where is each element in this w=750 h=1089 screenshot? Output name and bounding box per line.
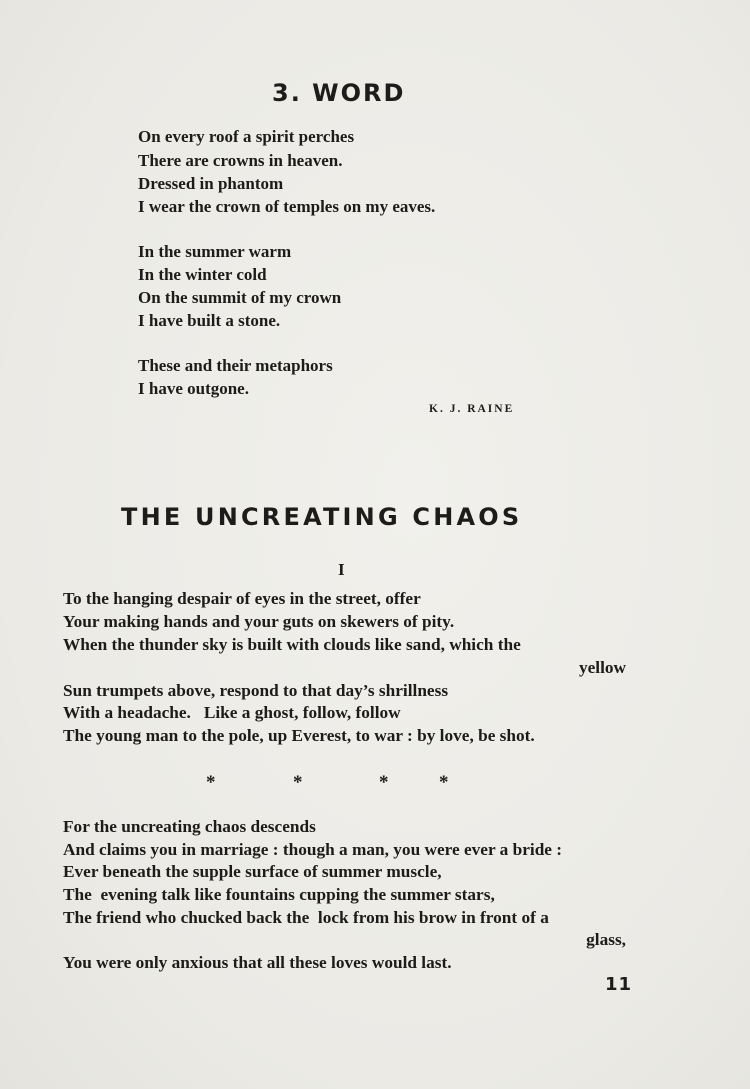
poem-line: When the thunder sky is built with clouds like sand, which the [63, 635, 521, 654]
poem-line: In the winter cold [138, 265, 267, 284]
poem-line-runover: glass, [586, 930, 626, 949]
poem-line: The young man to the pole, up Everest, to war : by love, be shot. [63, 726, 535, 745]
poem-title-uncreating-chaos: THE UNCREATING CHAOS [121, 503, 523, 531]
poem-line: On the summit of my crown [138, 288, 342, 307]
poem-line: I wear the crown of temples on my eaves. [138, 197, 436, 216]
poem-line: There are crowns in heaven. [138, 151, 343, 170]
poem-line: I have built a stone. [138, 311, 281, 330]
poem-line: The evening talk like fountains cupping the summer stars, [63, 885, 495, 904]
poem-line: And claims you in marriage : though a man, you were ever a bride : [63, 840, 563, 859]
poem-author: K. J. RAINE [429, 403, 515, 415]
page-number: 11 [605, 974, 633, 995]
separator-asterisk: * [379, 772, 389, 793]
separator-asterisk: * [439, 772, 449, 793]
poem-line: To the hanging despair of eyes in the street, offer [63, 589, 421, 608]
poem-line: I have outgone. [138, 379, 249, 398]
separator-asterisk: * [206, 772, 216, 793]
separator-asterisk: * [293, 772, 303, 793]
poem-line: Ever beneath the supple surface of summer muscle, [63, 862, 442, 881]
poem-line: Your making hands and your guts on skewers of pity. [63, 612, 455, 631]
poem-line: You were only anxious that all these loves would last. [63, 953, 452, 972]
poem-line: With a headache. Like a ghost, follow, follow [63, 703, 401, 722]
poem-line: The friend who chucked back the lock from his brow in front of a [63, 908, 549, 927]
poem-line: These and their metaphors [138, 356, 333, 375]
poem-line: In the summer warm [138, 242, 292, 261]
poem-line: Sun trumpets above, respond to that day’s shrillness [63, 681, 449, 700]
poem-line: Dressed in phantom [138, 174, 284, 193]
poem-line-runover: yellow [578, 658, 626, 677]
poem-line: For the uncreating chaos descends [63, 817, 316, 836]
poem-title-word: 3. WORD [272, 79, 406, 107]
section-number: I [338, 560, 345, 579]
poem-line: On every roof a spirit perches [138, 127, 355, 146]
